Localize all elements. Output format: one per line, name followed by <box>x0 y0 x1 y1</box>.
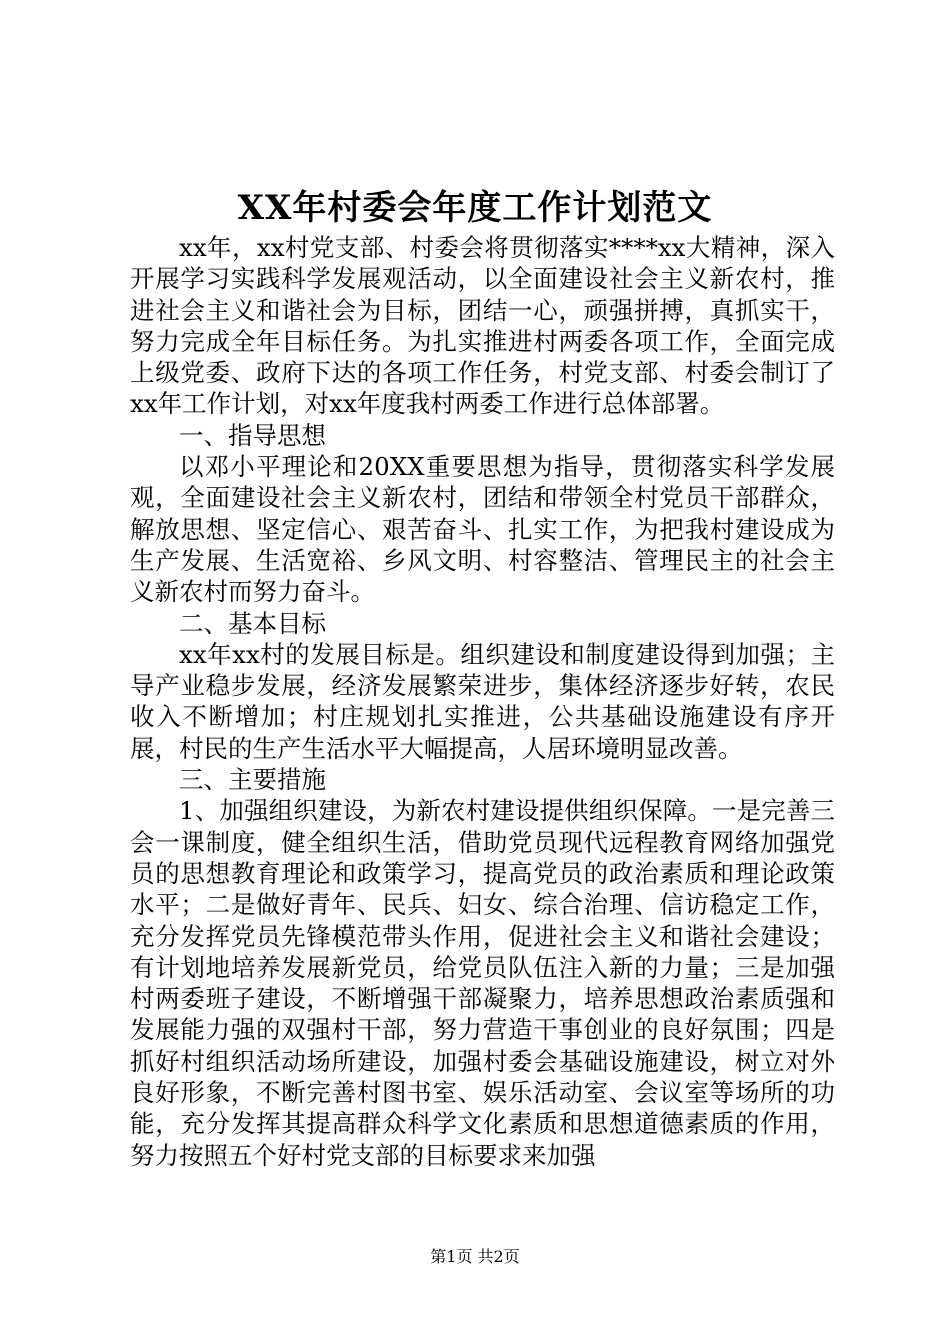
document-title: XX年村委会年度工作计划范文 <box>237 188 713 228</box>
basic-goals-paragraph: xx年xx村的发展目标是。组织建设和制度建设得到加强；主导产业稳步发展，经济发展繁荣进步，集体经济逐步好转，农民收入不断增加；村庄规划扎实推进，公共基础设施建设有序开展，村民的生产生活水平大幅提高，人居环境明显改善。 <box>130 639 835 763</box>
section-heading-basic-goals: 二、基本目标 <box>179 608 326 638</box>
section-heading-guiding-ideology: 一、指导思想 <box>179 420 326 450</box>
main-measures-paragraph: 1、加强组织建设，为新农村建设提供组织保障。一是完善三会一课制度，健全组织生活，借助党员现代远程教育网络加强党员的思想教育理论和政策学习，提高党员的政治素质和理论政策水平；二是做好青年、民兵、妇女、综合治理、信访稳定工作，充分发挥党员先锋模范带头作用，促进社会主义和谐社会建设；有计划地培养发展新党员，给党员队伍注入新的力量；三是加强村两委班子建设，不断增强干部凝聚力，培养思想政治素质强和发展能力强的双强村干部，努力营造干事创业的良好氛围；四是抓好村组织活动场所建设，加强村委会基础设施建设，树立对外良好形象，不断完善村图书室、娱乐活动室、会议室等场所的功能，充分发挥其提高群众科学文化素质和思想道德素质的作用，努力按照五个好村党支部的目标要求来加强 <box>130 796 835 1170</box>
intro-paragraph: xx年，xx村党支部、村委会将贯彻落实****xx大精神，深入开展学习实践科学发展观活动，以全面建设社会主义新农村，推进社会主义和谐社会为目标，团结一心，顽强拼搏，真抓实干，努力完成全年目标任务。为扎实推进村两委各项工作，全面完成上级党委、政府下达的各项工作任务，村党支部、村委会制订了xx年工作计划，对xx年度我村两委工作进行总体部署。 <box>130 233 835 419</box>
section-heading-main-measures: 三、主要措施 <box>179 765 326 795</box>
guiding-ideology-paragraph: 以邓小平理论和20XX重要思想为指导，贯彻落实科学发展观，全面建设社会主义新农村，团结和带领全村党员干部群众，解放思想、坚定信心、艰苦奋斗、扎实工作，为把我村建设成为生产发展、生活宽裕、乡风文明、村容整洁、管理民主的社会主义新农村而努力奋斗。 <box>130 452 835 607</box>
document-body <box>130 232 835 1171</box>
page-footer: 第1页 共2页 <box>430 1247 520 1266</box>
